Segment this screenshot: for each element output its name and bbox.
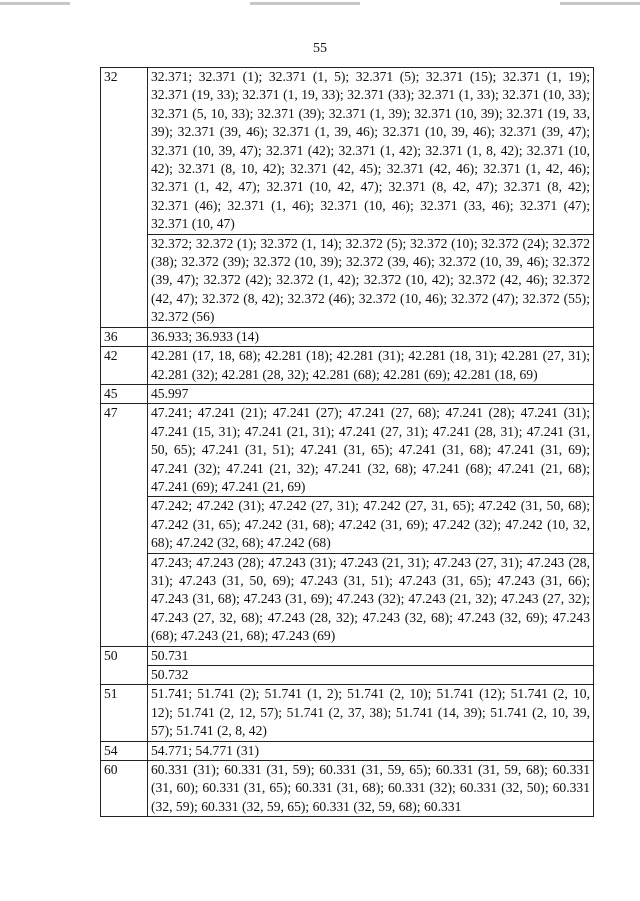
table-row (101, 384, 594, 403)
code-list: 42.281 (17, 18, 68); 42.281 (18); 42.281 (31); 42.281 (18, 31); 42.281 (27, 31); 42.281 (32); 42.281 (28, 32); 42.281 (68); 42.281 (69); 42.281 (18, 69) (148, 347, 594, 385)
code-list: 47.241; 47.241 (21); 47.241 (27); 47.241 (27, 68); 47.241 (28); 47.241 (31); 47.241 (15, 31); 47.241 (21, 31); 47.241 (27, 31); 47.241 (28, 31); 47.241 (31, 50, 65); 47.241 (31, 51); 47.241 (31, 65); 47.241 (31, 68); 47.241 (31, 69); 47.241 (32); 47.241 (21, 32); 47.241 (32, 68); 47.241 (68); 47.241 (21, 68); 47.241 (69); 47.241 (21, 69) (148, 404, 594, 497)
code-list: 32.371; 32.371 (1); 32.371 (1, 5); 32.371 (5); 32.371 (15); 32.371 (1, 19); 32.371 (19, 33); 32.371 (1, 19, 33); 32.371 (33); 32.371 (1, 33); 32.371 (10, 33); 32.371 (5, 10, 33); 32.371 (39); 32.371 (1, 39); 32.371 (10, 39); 32.371 (19, 33, 39); 32.371 (39, 46); 32.371 (1, 39, 46); 32.371 (10, 39, 46); 32.371 (39, 47); 32.371 (10, 39, 47); 32.371 (42); 32.371 (1, 42); 32.371 (1, 8, 42); 32.371 (10, 42); 32.371 (8, 10, 42); 32.371 (42, 45); 32.371 (42, 46); 32.371 (1, 42, 46); 32.371 (1, 42, 47); 32.371 (10, 42, 47); 32.371 (8, 42, 47); 32.371 (8, 42); 32.371 (46); 32.371 (1, 46); 32.371 (10, 46); 32.371 (33, 46); 32.371 (47); 32.371 (10, 47) (148, 68, 594, 235)
row-code: 36 (101, 327, 148, 346)
code-list: 47.243; 47.243 (28); 47.243 (31); 47.243 (21, 31); 47.243 (27, 31); 47.243 (28, 31); 47.243 (31, 50, 69); 47.243 (31, 51); 47.243 (31, 65); 47.243 (31, 66); 47.243 (31, 68); 47.243 (31, 69); 47.243 (32); 47.243 (21, 32); 47.243 (27, 32); 47.243 (27, 32, 68); 47.243 (28, 32); 47.243 (32, 68); 47.243 (32, 69); 47.243 (68); 47.243 (21, 68); 47.243 (69) (148, 553, 594, 646)
row-code: 42 (101, 347, 148, 385)
table-row (101, 68, 594, 235)
table-row (101, 327, 594, 346)
row-code: 32 (101, 68, 148, 328)
code-list: 51.741; 51.741 (2); 51.741 (1, 2); 51.741 (2, 10); 51.741 (12); 51.741 (2, 10, 12); 51.741 (2, 12, 57); 51.741 (2, 37, 38); 51.741 (14, 39); 51.741 (2, 10, 39, 57); 51.741 (2, 8, 42) (148, 685, 594, 741)
table-row (101, 497, 594, 553)
table-row (101, 646, 594, 665)
row-code: 54 (101, 741, 148, 760)
table-row (101, 761, 594, 817)
code-list: 36.933; 36.933 (14) (148, 327, 594, 346)
code-list: 32.372; 32.372 (1); 32.372 (1, 14); 32.372 (5); 32.372 (10); 32.372 (24); 32.372 (38); 32.372 (39); 32.372 (10, 39); 32.372 (39, 46); 32.372 (10, 39, 46); 32.372 (39, 47); 32.372 (42); 32.372 (1, 42); 32.372 (10, 42); 32.372 (42, 46); 32.372 (42, 47); 32.372 (8, 42); 32.372 (46); 32.372 (10, 46); 32.372 (47); 32.372 (55); 32.372 (56) (148, 234, 594, 327)
classification-table (100, 67, 594, 817)
table-row (101, 741, 594, 760)
code-list: 45.997 (148, 384, 594, 403)
code-list: 47.242; 47.242 (31); 47.242 (27, 31); 47.242 (27, 31, 65); 47.242 (31, 50, 68); 47.242 (31, 65); 47.242 (31, 68); 47.242 (31, 69); 47.242 (32); 47.242 (10, 32, 68); 47.242 (32, 68); 47.242 (68) (148, 497, 594, 553)
code-list: 50.732 (148, 666, 594, 685)
code-list: 60.331 (31); 60.331 (31, 59); 60.331 (31, 59, 65); 60.331 (31, 59, 68); 60.331 (31, 60); 60.331 (31, 65); 60.331 (31, 68); 60.331 (32); 60.331 (32, 50); 60.331 (32, 59); 60.331 (32, 59, 65); 60.331 (32, 59, 68); 60.331 (148, 761, 594, 817)
row-code: 50 (101, 646, 148, 685)
row-code: 47 (101, 404, 148, 646)
row-code: 45 (101, 384, 148, 403)
table-row (101, 666, 594, 685)
code-list: 54.771; 54.771 (31) (148, 741, 594, 760)
row-code: 60 (101, 761, 148, 817)
row-code: 51 (101, 685, 148, 741)
table-row (101, 404, 594, 497)
table-row (101, 553, 594, 646)
table-row (101, 685, 594, 741)
table-row (101, 347, 594, 385)
table-row (101, 234, 594, 327)
code-list: 50.731 (148, 646, 594, 665)
scan-artifacts (0, 0, 640, 14)
page-number: 55 (313, 41, 327, 56)
